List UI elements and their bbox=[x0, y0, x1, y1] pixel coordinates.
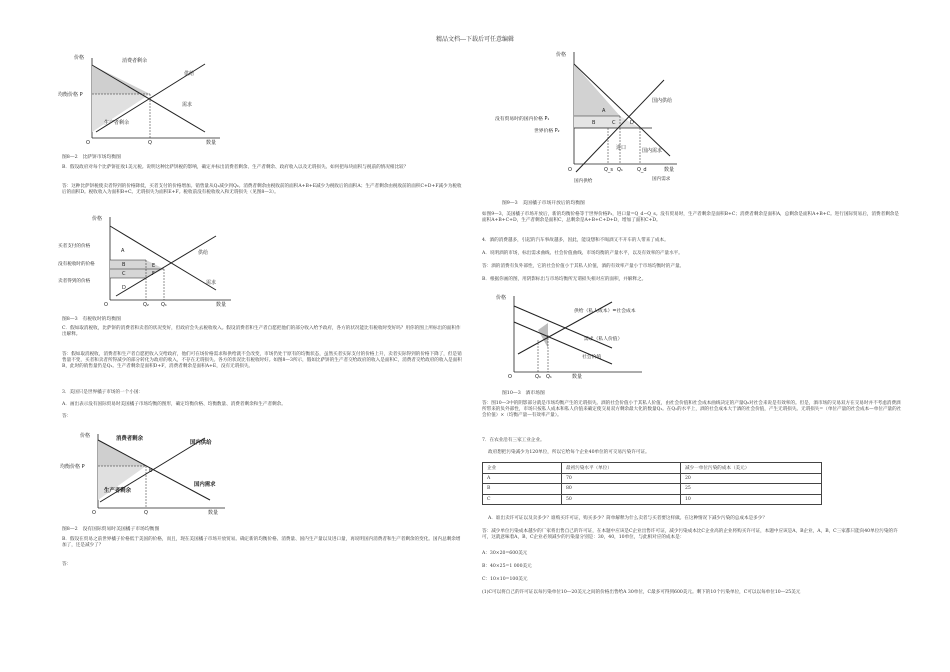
answer-label: 答： bbox=[62, 562, 72, 567]
e-label: E bbox=[149, 468, 153, 474]
origin-label: O bbox=[508, 374, 512, 380]
area-f: F bbox=[152, 271, 155, 277]
qs-label: Q_s bbox=[604, 167, 614, 173]
q1-label: Q₁ bbox=[617, 167, 623, 173]
demand-curve bbox=[110, 226, 216, 290]
producer-surplus-label: 生产者剩余 bbox=[104, 120, 130, 126]
area-e: E bbox=[152, 263, 156, 269]
producer-surplus-label: 生产者剩余 bbox=[104, 488, 131, 494]
paragraph-fig4: 如图9—3，美国橘子市场开放后，新的均衡价格等于世界价格P₂，进口量=Q_d−Q_s。没有贸易时，生产者剩余是面积B+C；消费者剩余是面积A，总剩余是面积A+B+C。进行国际贸易后，消费者剩余是面积A+B+C+D，生产者剩余是面积C，总剩余是A+B+C+D+D，增加了面积C+D。 bbox=[482, 212, 899, 224]
imports-label: 进口 bbox=[616, 145, 627, 151]
item-3b: B．假设在贸易之前世界橘子价格低于美国的价格，而且，现在美国橘子市场开放贸易。确定新的均衡价格、消费量、国内生产量以及进口量，再说明国内消费者和生产者剩余的变化。国内总剩余增加了，还是减少了？ bbox=[62, 537, 461, 549]
area-a: A bbox=[602, 108, 606, 114]
table-header: 企业 bbox=[483, 463, 562, 474]
world-price-label: 世界价格 P₂ bbox=[534, 129, 560, 134]
calc-b: B：40×25=1 000美元 bbox=[482, 564, 532, 569]
answer-5: 答：图10—3中的阴影部分就是市场均衡产生的无谓损失。酒的社会价值小于其私人价值，由社会价值和社会成本曲线决定的产量Q₀对社会来说是有效率的。但是，酒市场的交易双方在交易时并不考虑消费酒所带来的负外部性，市场只按私人成本和私人价值来确定使交易双方剩余最大化的数量Q₁。在Q₁的水平上，酒的社会成本大于酒的社会价值，产生无谓损失。无谓损失=（单位产量的社会成本—单位产量的社会价值）×（均衡产量—有效率产量）。 bbox=[482, 401, 902, 419]
consumer-surplus-label: 消费者剩余 bbox=[122, 58, 148, 64]
table-cell: 25 bbox=[681, 484, 822, 495]
no-tax-price-label: 没有税收时的价格 bbox=[58, 262, 95, 267]
figure-caption: 图8—2 比萨饼市场均衡图 bbox=[62, 155, 121, 160]
domestic-supply-bottom-label: 国内供给 bbox=[574, 179, 593, 184]
demand-label: 国内需求 bbox=[194, 482, 216, 488]
table-cell: 10 bbox=[681, 494, 822, 505]
origin-label: O bbox=[104, 302, 108, 308]
no-trade-price-label: 没有贸易时的国内价格 P₁ bbox=[495, 117, 550, 122]
domestic-demand-label: 国内需求 bbox=[642, 148, 663, 154]
table-header: 减少一单位污染的成本（美元） bbox=[681, 463, 822, 474]
table-cell: 80 bbox=[562, 484, 681, 495]
qd-label: Q_d bbox=[637, 167, 647, 173]
x-label: 数量 bbox=[664, 167, 675, 173]
producer-surplus-area bbox=[92, 94, 150, 132]
price-label: 均衡价格 P bbox=[60, 464, 85, 470]
domestic-supply-label: 国内供给 bbox=[652, 98, 673, 104]
x-label: 数量 bbox=[208, 510, 219, 516]
q2-label: Q₂ bbox=[143, 302, 149, 308]
paragraph-c: C．假如取消税收，比萨饼的消费者和卖者的状况变好，但政府会失去税收收入。假设消费者和生产者自愿把他们的部分收入给予政府，各方的状况能比有税收时变好吗？用你的图上所标出的面积作出解释。 bbox=[62, 326, 461, 338]
x-label: 数量 bbox=[572, 374, 583, 380]
table-row bbox=[483, 473, 822, 484]
table-row bbox=[483, 494, 822, 505]
supply-label: 供给 bbox=[198, 250, 209, 256]
seller-price-label: 卖者得到的价格 bbox=[58, 279, 91, 284]
answer-c: 答：假如取消税收，消费者和生产者自愿把收入交给政府，他们可在场价格需求和供给就不会改变，市场仍处于原有的均衡状态，虽然买者实际支付的价格上升，卖者实际得到的价格下降了，但是销售量不变，买者和卖者所得减少的部分转化为政府的收入，不存在无谓损失。各方的状况比有税收时好。如图8—3所示，假如比萨饼的生产者交给政府的收入是面积C，消费者交给政府的收入是面积B，此时的销售量仍是Q₁。生产者剩余是面积D+F，消费者剩余是面积A+E，没有无谓损失。 bbox=[62, 352, 462, 370]
item-3: 3．美国只是世界橘子市场的一个小国： bbox=[62, 390, 144, 395]
table-row bbox=[483, 484, 822, 495]
area-d: D bbox=[122, 285, 126, 291]
y-label: 价格 bbox=[74, 55, 85, 61]
origin-label: O bbox=[86, 140, 90, 146]
producer-surplus-area bbox=[98, 466, 146, 500]
demand-label: 需求 bbox=[182, 102, 193, 108]
demand-label: 需求（私人价值） bbox=[584, 337, 623, 342]
origin-label: O bbox=[568, 167, 572, 173]
answer-end: (1)C可以将自己的许可证以每污染单位10—20美元之间的价格出售给A 30单位，C最多可得到600美元。剩下的10个污染单位，C可以以每单位10—25美元 bbox=[482, 590, 801, 595]
item-a: A．谁出卖许可证以及卖多少？谁购买许可证，购买多少？简单解释为什么卖者与买者要这样做。在这种情况下减少污染的总成本是多少？ bbox=[488, 516, 767, 521]
calc-a: A：30×20=600美元 bbox=[482, 551, 528, 556]
y-label: 价格 bbox=[80, 433, 91, 439]
area-b: B bbox=[592, 120, 596, 126]
paragraph-b: B．假设政府对每个比萨饼征收1美元税。说明这种比萨饼税的影响，确定并标出消费者剩余、生产者剩余、政府收入以及无谓损失。如何把每块面积与税前的情况相比较？ bbox=[62, 165, 409, 170]
q-label: Q bbox=[148, 140, 152, 146]
table-cell: 20 bbox=[681, 473, 822, 484]
figure-caption: 图8—3 有税收时的均衡图 bbox=[62, 317, 121, 322]
table-header-row bbox=[483, 463, 822, 474]
area-a-fill bbox=[574, 64, 620, 116]
table-cell: 70 bbox=[562, 473, 681, 484]
social-value-label: 社会价值 bbox=[582, 355, 602, 360]
domestic-demand-bottom-label: 国内需求 bbox=[652, 177, 671, 182]
y-label: 价格 bbox=[92, 216, 103, 222]
table-cell: 50 bbox=[562, 494, 681, 505]
area-c: C bbox=[612, 120, 616, 126]
area-d: D bbox=[630, 120, 634, 126]
q-label: Q bbox=[144, 510, 148, 516]
calc-c: C：10×10=100美元 bbox=[482, 577, 528, 582]
x-label: 数量 bbox=[206, 140, 217, 146]
answer-label: 答： bbox=[62, 414, 72, 419]
item-4a: A．说明酒的市场，标出需求曲线、社会价值曲线、市场均衡的产量水平，以及有效率的产量水平。 bbox=[482, 251, 683, 256]
origin-label: O bbox=[92, 510, 96, 516]
answer-a: 答：减少单位污染成本越少的厂家将出售自己的许可证，在本题中应该是C企业出售许可证，减少污染成本比C企业高的企业将购买许可证，本题中应该是A，B企业，A，B，C三家都只能向40单位污染的许可，这就意味着A，B，C企业必须减少的污染量分别是：30，40，10单位，与此相对应的成本是： bbox=[482, 529, 898, 541]
answer-4a: 答：酒的消费有负外部性，它的社会价值小于其私人价值，酒的有效率产量小于市场均衡时的产量。 bbox=[482, 264, 685, 269]
area-a: A bbox=[121, 248, 125, 254]
q-mkt-label: Q₁ bbox=[546, 374, 552, 380]
item-7-sub: 政府想把污染减少为120单位，所以它给每个企业40单位的可交易污染许可证。 bbox=[488, 450, 650, 455]
item-3a: A．画出表示没有国际贸易时美国橘子市场均衡的图形，确定均衡价格、均衡数量、消费者剩余和生产者剩余。 bbox=[62, 402, 286, 407]
table-header: 最初污染水平（单位） bbox=[562, 463, 681, 474]
domestic-supply-label: 国内供给 bbox=[190, 440, 212, 446]
figure-pizza-equilibrium bbox=[58, 50, 270, 150]
supply-label: 供给（私人成本）=社会成本 bbox=[574, 309, 636, 314]
buyer-price-label: 买者支付的价格 bbox=[58, 244, 91, 249]
consumer-surplus-label: 消费者剩余 bbox=[116, 436, 143, 442]
figure-orange-no-trade bbox=[60, 428, 260, 523]
figure-caption: 图10—3 酒市场图 bbox=[502, 391, 545, 396]
area-c: C bbox=[122, 271, 126, 277]
item-7: 7．在农业沿有三家工业企业。 bbox=[482, 438, 545, 443]
q1-label: Q₁ bbox=[161, 302, 167, 308]
table-cell: B bbox=[483, 484, 562, 495]
pollution-table bbox=[482, 462, 822, 505]
answer-b: 答：这种比萨饼税使卖者得到的价格降低，买者支付的价格增加。销售量从Q₁减少到Q₂。消费者剩余由税收前的面积A+B+E减少为税收后的面积A；生产者剩余由税收前的面积C+D+F减少为税收后的面积D。税收收入为面积B+C。无谓损失为面积E+F。税收前没有税收收入和无谓损失（见图8—3）。 bbox=[62, 184, 462, 196]
figure-orange-with-trade bbox=[492, 44, 692, 184]
y-label: 价格 bbox=[496, 295, 507, 301]
figure-wine-market bbox=[492, 290, 692, 385]
item-4: 4．酒的消费越多，引起的汽车事故越多，因此，能设想和不喝酒又不开车的人带来了成本。 bbox=[482, 238, 669, 243]
figure-caption: 图9—3 美国橘子市场开放后的均衡图 bbox=[502, 201, 585, 206]
y-label: 价格 bbox=[556, 52, 567, 58]
table-cell: C bbox=[483, 494, 562, 505]
supply-label: 供给 bbox=[184, 71, 195, 77]
consumer-surplus-area bbox=[92, 65, 150, 94]
item-4b: B．根据你画的图，用阴影标出与市场均衡所无谓损失相对应的面积，并解释之。 bbox=[482, 277, 647, 282]
x-label: 数量 bbox=[216, 302, 227, 308]
figure-caption: 图8—2 没有国际贸易时美国橘子市场均衡图 bbox=[62, 527, 160, 532]
demand-label: 需求 bbox=[206, 280, 217, 286]
price-label: 均衡价格 P bbox=[58, 92, 83, 98]
area-b: B bbox=[122, 262, 126, 268]
page-header: 精品文档---下载后可任意编辑 bbox=[435, 36, 515, 43]
q-opt-label: Q₀ bbox=[535, 374, 541, 380]
figure-tax-equilibrium bbox=[58, 212, 266, 312]
table-cell: A bbox=[483, 473, 562, 484]
